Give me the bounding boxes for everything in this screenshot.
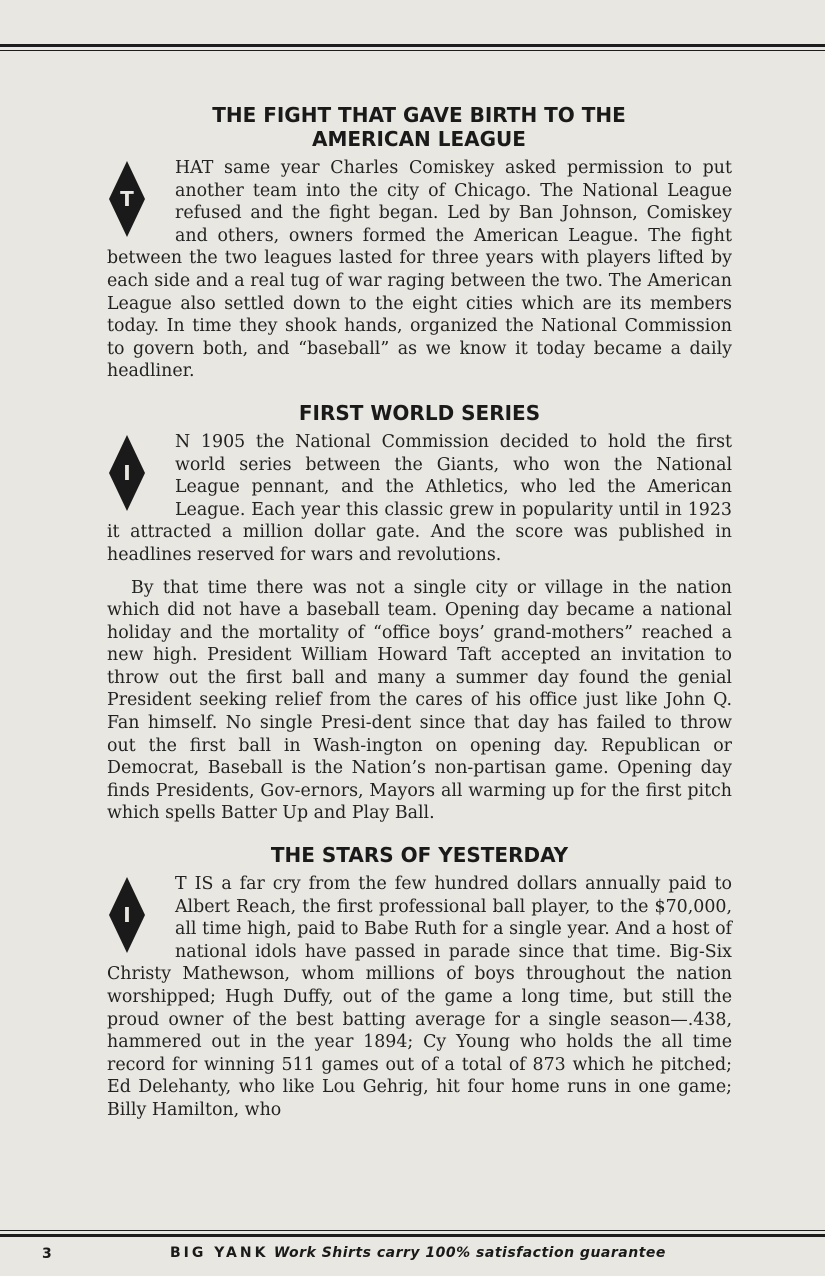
svg-text:I: I [123,460,131,485]
section-heading: FIRST WORLD SERIES [298,400,541,425]
section-fight [107,103,732,383]
svg-text:I: I [123,903,131,928]
bottom-rule [0,1230,825,1231]
top-rule [0,44,825,47]
footer-brand: BIG YANK [170,1245,269,1261]
section-heading: THE STARS OF YESTERDAY [270,843,569,868]
drop-cap-diamond-icon [107,433,167,513]
section-paragraph: By that time there was not a single city or village in the nation which did not have a baseball team. Opening day became a national holiday and the mortality of “office boys’ grand-mothers” reached a new high. President William Howard Taft accepted an invitation to throw out the first ball and many a summer day found the genial President seeking relief from the cares of his office just like John Q. Fan himself. No single Presi-dent since that day has failed to throw out the first ball in Wash-ington on opening day. Republican or Democrat, Baseball is the Nation’s non-partisan game. Opening day finds Presidents, Gov-ernors, Mayors all warming up for the first pitch which spells Batter Up and Play Ball. [107,577,732,824]
page-content [107,103,732,1140]
section-paragraph: HAT same year Charles Comiskey asked permission to put another team into the city of Chicago. The National League refused and the fight began. Led by Ban Johnson, Comiskey and others, owners formed the American League. The fight between the two leagues lasted for three years with players lifted by each side and a real tug of war raging between the two. The American League also settled down to the eight cities which are its members today. In time they shook hands, organized the National Commission to govern both, and “baseball” as we know it today became a daily headliner. [107,158,732,382]
footer-slogan [170,1245,666,1261]
svg-text:T: T [120,187,134,211]
section-paragraph: N 1905 the National Commission decided to hold the first world series between the Giants, who won the National League pennant, and the Athletics, who led the American League. Each year this classic grew in popularity until in 1923 it attracted a million dollar gate. And the score was published in headlines reserved for wars and revolutions. [107,431,732,565]
footer-slogan-text: Work Shirts carry 100% satisfaction guarantee [273,1245,666,1261]
section-stars [107,843,732,1122]
drop-cap-diamond-icon [107,159,167,239]
section-paragraph: T IS a far cry from the few hundred dollars annually paid to Albert Reach, the first professional ball player, to the $70,000, all time high, paid to Babe Ruth for a single year. And a host of national idols have passed in parade since that time. Big-Six Christy Mathewson, whom millions of boys throughout the nation worshipped; Hugh Duffy, out of the game a long time, but still the proud owner of the best batting average for a single season—.438, hammered out in the year 1894; Cy Young who holds the all time record for winning 511 games out of a total of 873 which he pitched; Ed Delehanty, who like Lou Gehrig, hit four home runs in one game; Billy Hamilton, who [107,874,732,1120]
page-number: 3 [42,1246,52,1262]
section-heading: THE FIGHT THAT GAVE BIRTH TO THE AMERICAN LEAGUE [212,103,626,151]
section-world-series [107,401,732,825]
drop-cap-diamond-icon [107,875,167,955]
